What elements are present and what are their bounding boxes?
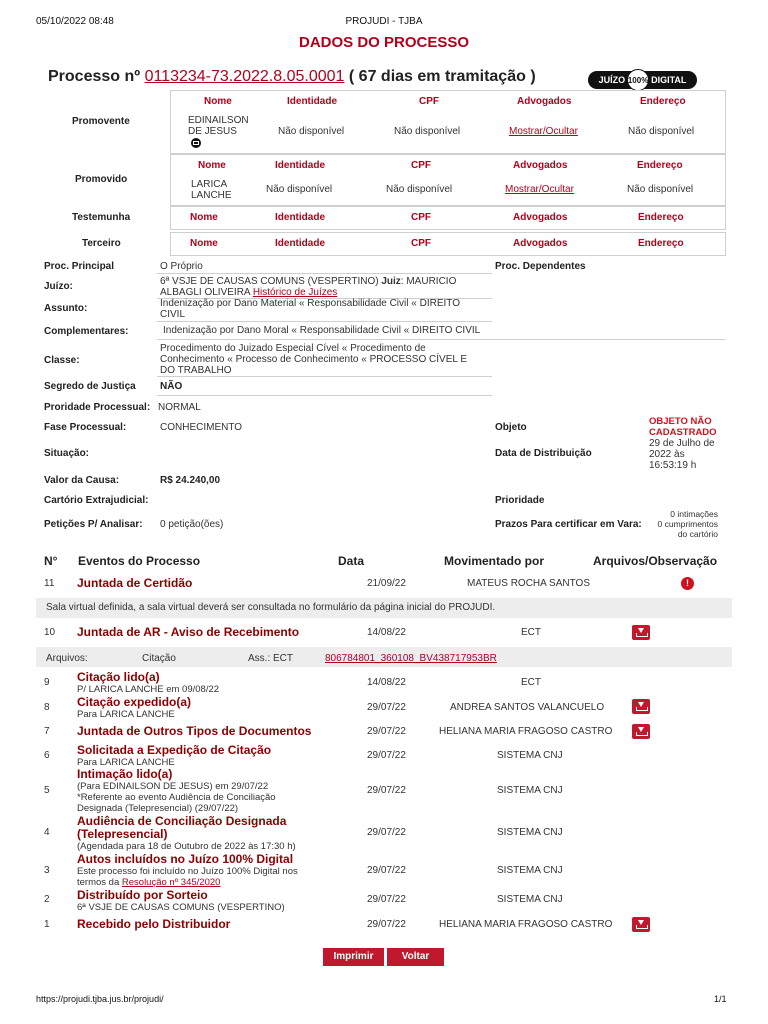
event-3-sub-2-text: termos da bbox=[77, 877, 122, 888]
badge-percent: 100% bbox=[627, 69, 649, 91]
juizo-value bbox=[160, 276, 456, 287]
col-identidade: Identidade bbox=[275, 160, 326, 171]
event-5-title[interactable]: Intimação lido(a) bbox=[77, 767, 173, 781]
complementares-value: Indenização por Dano Moral « Responsabilidade Civil « DIREITO CIVIL bbox=[163, 325, 481, 336]
event-5-sub-3: Designada (Telepresencial) (29/07/22) bbox=[77, 803, 239, 814]
assunto-value-1: Indenização por Dano Material « Responsabilidade Civil « DIREITO bbox=[160, 298, 460, 309]
event-6-num: 6 bbox=[44, 750, 50, 761]
event-9-sub: P/ LARICA LANCHE em 09/08/22 bbox=[77, 684, 220, 695]
event-3-sub-1: Este processo foi incluído no Juízo 100% Digital nos bbox=[77, 866, 298, 877]
download-icon[interactable] bbox=[632, 699, 650, 714]
event-5-sub-2: *Referente ao evento Audiência de Conciliação bbox=[77, 792, 276, 803]
event-1-by: HELIANA MARIA FRAGOSO CASTRO bbox=[439, 919, 613, 930]
classe-value-3: DO TRABALHO bbox=[160, 365, 232, 376]
event-3-by: SISTEMA CNJ bbox=[497, 865, 563, 876]
event-2-title[interactable]: Distribuído por Sorteio bbox=[77, 888, 208, 902]
event-10-date: 14/08/22 bbox=[367, 627, 406, 638]
event-1-date: 29/07/22 bbox=[367, 919, 406, 930]
classe-label: Classe: bbox=[44, 355, 80, 366]
event-6-date: 29/07/22 bbox=[367, 750, 406, 761]
fase-label: Fase Processual: bbox=[44, 422, 127, 433]
event-7-date: 29/07/22 bbox=[367, 726, 406, 737]
data-distribuicao-value-1: 29 de Julho de bbox=[649, 438, 715, 449]
event-1-num: 1 bbox=[44, 919, 50, 930]
event-4-num: 4 bbox=[44, 827, 50, 838]
col-nome: Nome bbox=[198, 160, 226, 171]
download-icon[interactable] bbox=[632, 625, 650, 640]
promovido-cpf: Não disponível bbox=[386, 184, 453, 195]
event-4-date: 29/07/22 bbox=[367, 827, 406, 838]
badge-right-text: DIGITAL bbox=[651, 75, 687, 85]
event-9-by: ECT bbox=[521, 677, 541, 688]
prioridade-label: Prioridade bbox=[495, 495, 545, 506]
col-advogados: Advogados bbox=[513, 160, 568, 171]
promovente-cpf: Não disponível bbox=[394, 126, 461, 137]
col-endereco: Endereço bbox=[640, 96, 686, 107]
promovido-label: Promovido bbox=[75, 174, 128, 185]
event-7-title[interactable]: Juntada de Outros Tipos de Documentos bbox=[77, 724, 312, 738]
divider bbox=[157, 339, 725, 340]
col-nome: Nome bbox=[204, 96, 232, 107]
event-4-title-2[interactable]: (Telepresencial) bbox=[77, 827, 168, 841]
col-advogados: Advogados bbox=[513, 212, 568, 223]
resolucao-link[interactable]: Resolução nº 345/2020 bbox=[121, 877, 221, 888]
col-cpf: CPF bbox=[411, 238, 431, 249]
event-8-date: 29/07/22 bbox=[367, 702, 406, 713]
events-col-files: Arquivos/Observação bbox=[593, 554, 718, 568]
divider bbox=[157, 376, 492, 377]
event-10-title[interactable]: Juntada de AR - Aviso de Recebimento bbox=[77, 625, 300, 639]
event-8-num: 8 bbox=[44, 702, 50, 713]
data-distribuicao-value-2: 2022 às bbox=[649, 449, 685, 460]
download-icon[interactable] bbox=[632, 724, 650, 739]
peticoes-value: 0 petição(ões) bbox=[160, 519, 224, 530]
col-nome: Nome bbox=[190, 238, 218, 249]
segredo-value: NÃO bbox=[160, 381, 183, 392]
col-identidade: Identidade bbox=[275, 238, 326, 249]
divider bbox=[157, 395, 492, 396]
event-5-date: 29/07/22 bbox=[367, 785, 406, 796]
event-11-note: Sala virtual definida, a sala virtual deverá ser consultada no formulário da página inicial do PROJUDI. bbox=[46, 602, 496, 613]
prazos-value-3: do cartório bbox=[677, 529, 718, 539]
prazos-label: Prazos Para certificar em Vara: bbox=[495, 519, 642, 530]
events-col-event: Eventos do Processo bbox=[78, 554, 201, 568]
col-identidade: Identidade bbox=[287, 96, 338, 107]
vara-name: 6ª VSJE DE CAUSAS COMUNS (VESPERTINO) bbox=[160, 276, 379, 287]
promovido-lawyers-toggle[interactable]: Mostrar/Ocultar bbox=[505, 184, 574, 195]
col-endereco: Endereço bbox=[638, 212, 684, 223]
valor-causa-label: Valor da Causa: bbox=[44, 475, 120, 486]
divider bbox=[157, 273, 492, 274]
event-2-num: 2 bbox=[44, 894, 50, 905]
event-5-by: SISTEMA CNJ bbox=[497, 785, 563, 796]
col-endereco: Endereço bbox=[638, 238, 684, 249]
event-2-by: SISTEMA CNJ bbox=[497, 894, 563, 905]
segredo-label: Segredo de Justiça bbox=[44, 381, 136, 392]
event-8-sub: Para LARICA LANCHE bbox=[77, 709, 175, 720]
promovente-identity: Não disponível bbox=[278, 126, 345, 137]
event-4-by: SISTEMA CNJ bbox=[497, 827, 563, 838]
assunto-value-2: CIVIL bbox=[160, 309, 186, 320]
juizo-label: Juízo: bbox=[44, 281, 73, 292]
download-icon[interactable] bbox=[632, 917, 650, 932]
col-cpf: CPF bbox=[411, 212, 431, 223]
classe-value-1: Procedimento do Juizado Especial Cível « Procedimento de bbox=[160, 343, 426, 354]
promovente-label: Promovente bbox=[72, 116, 130, 127]
process-prefix: Processo nº bbox=[48, 68, 141, 85]
proc-principal-value: O Próprio bbox=[160, 261, 203, 272]
fase-value: CONHECIMENTO bbox=[160, 422, 243, 433]
complementares-label: Complementares: bbox=[44, 326, 129, 337]
juiz-name-1: : MAURICIO bbox=[400, 276, 457, 287]
classe-value-2: Conhecimento « Processo de Conhecimento « PROCESSO CÍVEL E bbox=[160, 354, 468, 365]
peticoes-label: Petições P/ Analisar: bbox=[44, 519, 143, 530]
event-10-file-sign: Ass.: ECT bbox=[248, 653, 294, 664]
proc-principal-label: Proc. Principal bbox=[44, 261, 115, 272]
process-heading bbox=[48, 68, 536, 86]
event-7-num: 7 bbox=[44, 726, 50, 737]
footer-url: https://projudi.tjba.jus.br/projudi/ bbox=[36, 994, 164, 1004]
print-datetime: 05/10/2022 08:48 bbox=[36, 16, 114, 27]
juiz-label: Juiz bbox=[381, 276, 401, 287]
col-cpf: CPF bbox=[411, 160, 431, 171]
objeto-value-2: CADASTRADO bbox=[649, 427, 717, 438]
print-button[interactable]: Imprimir bbox=[323, 948, 384, 966]
process-number-link[interactable]: 0113234-73.2022.8.05.0001 bbox=[144, 68, 345, 85]
juizo-digital-badge bbox=[588, 71, 697, 89]
event-7-by: HELIANA MARIA FRAGOSO CASTRO bbox=[439, 726, 613, 737]
event-2-date: 29/07/22 bbox=[367, 894, 406, 905]
col-cpf: CPF bbox=[419, 96, 439, 107]
data-distribuicao-label: Data de Distribuição bbox=[495, 448, 592, 459]
event-2-sub: 6ª VSJE DE CAUSAS COMUNS (VESPERTINO) bbox=[77, 902, 285, 913]
assunto-label: Assunto: bbox=[44, 303, 88, 314]
col-advogados: Advogados bbox=[513, 238, 568, 249]
page-title: DADOS DO PROCESSO bbox=[298, 34, 470, 51]
col-nome: Nome bbox=[190, 212, 218, 223]
event-8-by: ANDREA SANTOS VALANCUELO bbox=[450, 702, 605, 713]
event-1-title[interactable]: Recebido pelo Distribuidor bbox=[77, 917, 231, 931]
event-5-num: 5 bbox=[44, 785, 50, 796]
email-icon[interactable] bbox=[191, 138, 201, 148]
juiz-line-2 bbox=[160, 287, 337, 298]
data-distribuicao-value-3: 16:53:19 h bbox=[649, 460, 697, 471]
divider bbox=[157, 321, 492, 322]
event-4-sub: (Agendada para 18 de Outubro de 2022 às 17:30 h) bbox=[77, 841, 296, 852]
promovente-lawyers-toggle[interactable]: Mostrar/Ocultar bbox=[509, 126, 578, 137]
prioridade-processual-value: NORMAL bbox=[158, 402, 201, 413]
proc-dependentes-label: Proc. Dependentes bbox=[495, 261, 586, 272]
alert-icon[interactable]: ! bbox=[681, 577, 694, 590]
promovente-address: Não disponível bbox=[628, 126, 695, 137]
events-col-num: N° bbox=[44, 554, 58, 568]
event-6-sub: Para LARICA LANCHE bbox=[77, 757, 175, 768]
event-5-sub-1: (Para EDINAILSON DE JESUS) em 29/07/22 bbox=[77, 781, 269, 792]
events-col-by: Movimentado por bbox=[444, 554, 545, 568]
event-3-date: 29/07/22 bbox=[367, 865, 406, 876]
back-button[interactable]: Voltar bbox=[387, 948, 444, 966]
col-advogados: Advogados bbox=[517, 96, 572, 107]
testemunha-label: Testemunha bbox=[72, 212, 131, 223]
event-9-num: 9 bbox=[44, 677, 50, 688]
event-8-title[interactable]: Citação expedido(a) bbox=[77, 695, 192, 709]
event-11-num: 11 bbox=[44, 578, 55, 589]
valor-causa-value: R$ 24.240,00 bbox=[160, 475, 221, 486]
event-11-by: MATEUS ROCHA SANTOS bbox=[467, 578, 590, 589]
promovido-address: Não disponível bbox=[627, 184, 694, 195]
event-3-sub-2 bbox=[77, 877, 220, 888]
event-11-title[interactable]: Juntada de Certidão bbox=[77, 576, 193, 590]
events-col-date: Data bbox=[338, 554, 365, 568]
col-identidade: Identidade bbox=[275, 212, 326, 223]
promovido-name: LARICA LANCHE bbox=[191, 179, 232, 201]
event-9-date: 14/08/22 bbox=[367, 677, 406, 688]
historico-juizes-link[interactable]: Histórico de Juízes bbox=[252, 287, 338, 298]
badge-left-text: JUÍZO bbox=[598, 75, 626, 85]
juiz-name-2: ALBAGLI OLIVEIRA bbox=[160, 287, 251, 298]
terceiro-label: Terceiro bbox=[82, 238, 121, 249]
event-3-num: 3 bbox=[44, 865, 50, 876]
event-10-file-link[interactable]: 806784801_360108_BV438717953BR bbox=[325, 653, 497, 664]
event-10-num: 10 bbox=[44, 627, 56, 638]
objeto-label: Objeto bbox=[495, 422, 527, 433]
event-6-by: SISTEMA CNJ bbox=[497, 750, 563, 761]
event-6-title[interactable]: Solicitada a Expedição de Citação bbox=[77, 743, 272, 757]
prazos-value-1: 0 intimações bbox=[670, 509, 718, 519]
event-10-by: ECT bbox=[521, 627, 541, 638]
process-duration: ( 67 dias em tramitação ) bbox=[348, 68, 536, 85]
col-endereco: Endereço bbox=[637, 160, 683, 171]
event-10-files-label: Arquivos: bbox=[46, 653, 88, 664]
event-11-date: 21/09/22 bbox=[367, 578, 406, 589]
prioridade-processual-label: Proridade Processual: bbox=[44, 402, 151, 413]
cartorio-label: Cartório Extrajudicial: bbox=[44, 495, 149, 506]
print-site-title: PROJUDI - TJBA bbox=[345, 16, 423, 27]
objeto-value-1: OBJETO NÃO bbox=[649, 416, 712, 427]
event-3-title[interactable]: Autos incluídos no Juízo 100% Digital bbox=[77, 852, 294, 866]
situacao-label: Situação: bbox=[44, 448, 90, 459]
event-9-title[interactable]: Citação lido(a) bbox=[77, 670, 160, 684]
promovido-identity: Não disponível bbox=[266, 184, 333, 195]
prazos-value-2: 0 cumprimentos bbox=[657, 519, 718, 529]
footer-page: 1/1 bbox=[714, 994, 727, 1004]
promovente-name: EDINAILSON DE JESUS bbox=[188, 115, 249, 137]
event-4-title-1[interactable]: Audiência de Conciliação Designada bbox=[77, 814, 287, 828]
event-10-file-type: Citação bbox=[142, 653, 176, 664]
